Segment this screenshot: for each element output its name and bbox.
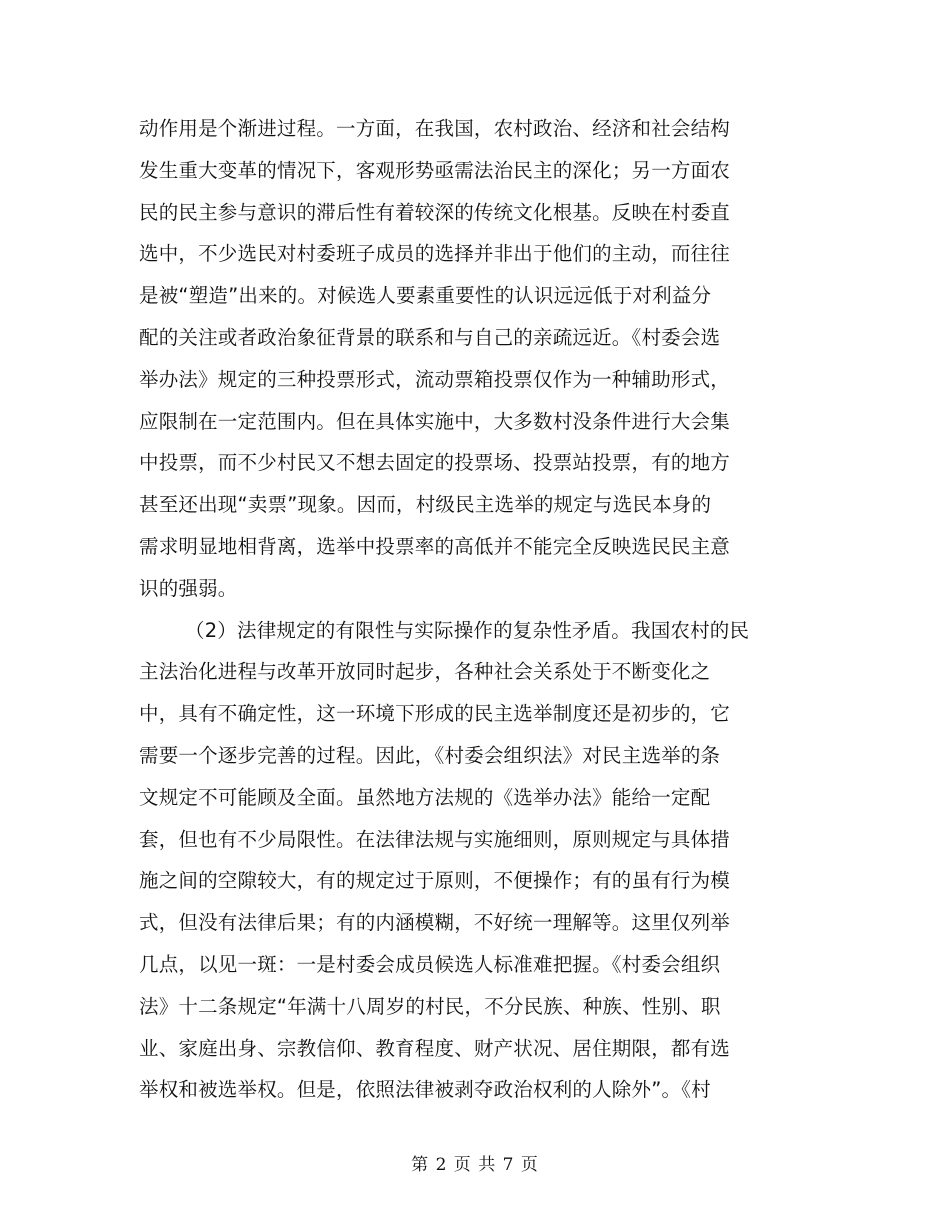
text-line: 几点，以见一斑：一是村委会成员候选人标准难把握。《村委会组织	[139, 952, 721, 976]
text-line: 中，具有不确定性，这一环境下形成的民主选举制度还是初步的，它	[139, 702, 731, 726]
text-line: 中投票，而不少村民又不想去固定的投票场、投票站投票，有的地方	[139, 451, 731, 475]
paragraph-first-line: （2）法律规定的有限性与实际操作的复杂性矛盾。我国农村的民	[185, 618, 750, 642]
text-line: 民的民主参与意识的滞后性有着较深的传统文化根基。反映在村委直	[139, 200, 731, 224]
text-line: 文规定不可能顾及全面。虽然地方法规的《选举办法》能给一定配	[139, 785, 711, 809]
text-line: 套，但也有不少局限性。在法律法规与实施细则，原则规定与具体措	[139, 827, 731, 851]
text-line: 发生重大变革的情况下，客观形势亟需法治民主的深化；另一方面农	[139, 158, 731, 182]
document-body	[139, 108, 779, 1111]
text-line: 需求明显地相背离，选举中投票率的高低并不能完全反映选民民主意	[139, 534, 731, 558]
text-line: 主法治化进程与改革开放同时起步，各种社会关系处于不断变化之	[139, 660, 711, 684]
text-line: 是被“塑造”出来的。对候选人要素重要性的认识远远低于对利益分	[139, 284, 712, 308]
text-line: 举办法》规定的三种投票形式，流动票箱投票仅作为一种辅助形式，	[139, 367, 731, 391]
text-line: 动作用是个渐进过程。一方面，在我国，农村政治、经济和社会结构	[139, 117, 731, 140]
text-line: 业、家庭出身、宗教信仰、教育程度、财产状况、居住期限，都有选	[139, 1036, 731, 1060]
text-line: 应限制在一定范围内。但在具体实施中，大多数村没条件进行大会集	[139, 409, 731, 433]
text-line: 识的强弱。	[139, 576, 238, 600]
text-line: 举权和被选举权。但是，依照法律被剥夺政治权利的人除外”。《村	[139, 1078, 711, 1102]
text-line: 法》十二条规定“年满十八周岁的村民，不分民族、种族、性别、职	[139, 994, 721, 1018]
text-line: 配的关注或者政治象征背景的联系和与自己的亲疏远近。《村委会选	[139, 325, 721, 349]
text-line: 选中，不少选民对村委班子成员的选择并非出于他们的主动，而往往	[139, 242, 731, 266]
text-line: 施之间的空隙较大，有的规定过于原则，不便操作；有的虽有行为模	[139, 869, 731, 893]
page-number-footer: 第 2 页 共 7 页	[411, 1155, 539, 1175]
text-line: 需要一个逐步完善的过程。因此，《村委会组织法》对民主选举的条	[139, 743, 721, 767]
text-line: 甚至还出现“卖票”现象。因而，村级民主选举的规定与选民本身的	[139, 493, 712, 517]
text-line: 式，但没有法律后果；有的内涵模糊，不好统一理解等。这里仅列举	[139, 911, 731, 935]
